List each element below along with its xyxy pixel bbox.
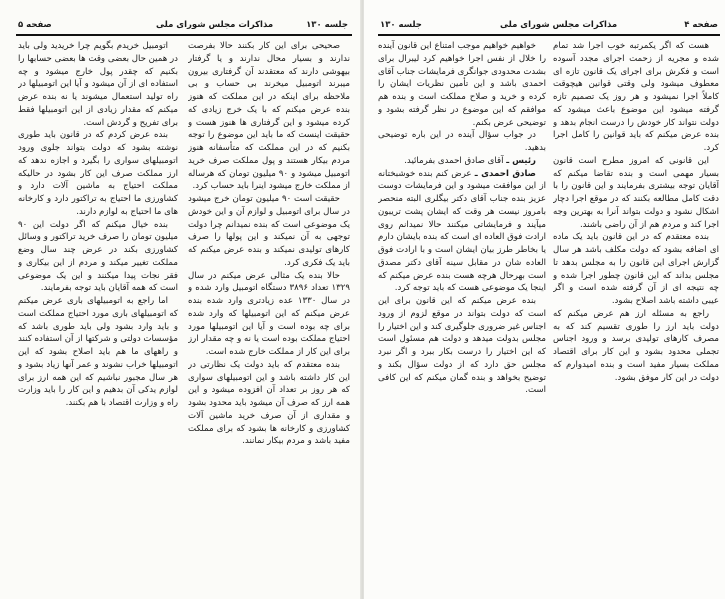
paragraph-text: هست که اگر یکمرتبه خوب اجرا شد تمام شده و مجریه از زحمت اجرای مجدد آسوده است و فکرش برای اجرای یک قانون تازه ای معطوف میشود ولی وقتی قوانین هیچوقت کاملاً اجرا نمیشود و هر روز یک تصمیم تازه گرفته میشود این موضوع باعث میشود که دولت نتواند کار خودش را درست انجام بدهد و بنده عرض میکنم که باید قوانین را کامل اجرا کرد. <box>553 41 719 153</box>
paragraph-text: صحیحی برای این کار بکنند حالا بفرصت ندارند و بسیار محال ندارند و یا گرفتار بیهوشی دارند که معتقدند آن گرفتاری بیرون میبرند اتومبیل میخرند بی حساب و بی ملاحظه برای اینکه در این مملکت که هنوز بنده عرض میکنم که با یک خرج زیادی که کرده میشود و این گرفتاری ها هنوز هست و حقیقت اینست که ما باید این موضوع را توجه بکنیم که در این مملکت که متأسفانه هنوز مردم بیکار هستند و پول مملکت صرف خرید اتومبیل میشود و ۹۰ میلیون تومان که هرساله از مملکت خارج میشود اینرا باید حساب کرد. <box>188 41 350 192</box>
text-column-right <box>188 40 350 592</box>
paragraph-text: اتومبیل خریدم بگویم چرا خریدید ولی باید در همین حال بعضی وقت ها بعضی حسابها را بکنیم که چقدر پول خارج میشود و چه استفاده ای از آن میشود و آیا این اتومبیلها در راه تولید استعمال میشوند یا نه بنده عرض میکنم که مقدار زیادی از این اتومبیلها فقط برای تفریح و گردش است. <box>18 41 178 128</box>
paragraph-text: بنده عرض کردم که در قانون باید طوری نوشته بشود که دولت بتواند جلوی ورود اتومبیلهای سواری را بگیرد و اجازه ندهد که ارز مملکت صرف این کار بشود در حالیکه مملکت احتیاج به ماشین آلات دارد و کشاورزی ما احتیاج به تراکتور دارد و کارخانه های ما احتیاج به لوازم دارند. <box>18 130 178 217</box>
text-column-left <box>378 40 546 592</box>
running-title: مذاکرات مجلس شورای ملی <box>500 20 618 30</box>
paragraph-text: اما راجع به اتومبیلهای باری عرض میکنم که اتومبیلهای باری مورد احتیاج مملکت است و باید وارد بشود ولی باید طوری باشد که مؤسسات دولتی و شرکتها از آن استفاده کنند و راههای ما هم باید اصلاح بشود که این اتومبیلها خراب نشوند و عمر آنها زیاد بشود و هر سال مجبور نباشیم که این همه ارز برای لوازم یدکی آن بدهیم و این کار را باید وزارت راه و وزارت اقتصاد با هم بکنند. <box>18 296 178 408</box>
paragraph <box>553 231 719 308</box>
paragraph-text: حقیقت است ۹۰ میلیون تومان خرج میشود در سال برای اتومبیل و لوازم آن و این خودش یک موضوعی است که بنده نمیدانم چرا دولت توجهی به آن نمیکند و این پولها را صرف کارهای تولیدی نمیکند و بنده عرض میکنم که باید یک فکری کرد. <box>188 194 350 268</box>
paragraph <box>188 193 350 270</box>
paragraph <box>378 168 546 296</box>
paragraph-text: راجع به مسئله ارز هم عرض میکنم که دولت باید ارز را طوری تقسیم کند که به مصرف کارهای تولیدی برسد و ورود اجناس تجملی محدود بشود و این کار برای اقتصاد مملکت بسیار مفید است و بنده امیدوارم که دولت در این کار موفق بشود. <box>553 308 719 383</box>
header-rule <box>378 34 720 36</box>
paragraph-text: آقای صادق احمدی بفرمائید. <box>404 155 504 166</box>
speaker-name: رئیس ـ <box>506 155 536 166</box>
session-number: جلسه ۱۳۰ <box>306 20 348 30</box>
paragraph <box>553 155 719 232</box>
paragraph <box>18 129 178 218</box>
paragraph <box>18 295 178 410</box>
speaker-name: صادق احمدی ـ <box>474 168 536 179</box>
page-number: صفحه ۴ <box>684 20 718 30</box>
paragraph-text: در جواب سؤال آینده در این باره توضیحی بدهید. <box>378 130 546 153</box>
page-header <box>380 20 718 34</box>
paragraph-text: بنده عرض میکنم که این قانون برای این است که دولت بتواند در موقع لزوم از ورود اجناس غیر ضروری جلوگیری کند و این اختیار را مجلس بدولت میدهد و دولت هم مسئول است که این اختیار را درست بکار ببرد و اگر نبرد مجلس حق دارد که از دولت سؤال بکند و توضیح بخواهد و بنده گمان میکنم که این کافی است. <box>378 296 546 396</box>
paragraph <box>188 359 350 448</box>
paragraph <box>553 40 719 155</box>
page-header <box>18 20 348 34</box>
text-column-left <box>18 40 178 592</box>
paragraph <box>553 308 719 385</box>
left-page <box>0 0 362 599</box>
text-column-right <box>553 40 719 592</box>
paragraph-text: عرض کنم بنده خوشبختانه از این موافقت میشود و این فرمایشات دوست عزیز بنده جناب آقای دکتر بیگلری البته منحصر بامروز نیست هر وقت که ایشان پشت تریبون میآیند و فرمایشاتی میکنند حالا نمیدانم روی ارادت فوق العاده ای است که بنده بایشان دارم یا بخاطر طرز بیان ایشان است و با ارادت فوق العاده شان در مقابل سینه آقای دکتر مصدق است بهرحال هرچه هست بنده عرض میکنم که اینجا یک موضوعی هست که باید توجه کرد. <box>378 168 546 294</box>
page-number: صفحه ۵ <box>18 20 52 30</box>
paragraph <box>378 40 546 129</box>
right-page <box>364 0 725 599</box>
session-number: جلسه ۱۳۰ <box>380 20 422 30</box>
paragraph <box>188 40 350 193</box>
paragraph-text: حالا بنده یک مثالی عرض میکنم در سال ۱۳۲۹ تعداد ۳۸۹۶ دستگاه اتومبیل وارد شده و در سال ۱۳۳۰ عده زیادتری وارد شده بنده عرض میکنم که این اتومبیلها که وارد شده برای چه بوده است و آیا این اتومبیلها مورد احتیاج مملکت بوده است یا نه و چه مقدار ارز برای این کار از مملکت خارج شده است. <box>188 270 350 357</box>
paragraph <box>378 155 546 168</box>
paragraph <box>18 219 178 296</box>
paragraph-text: بنده خیال میکنم که اگر دولت این ۹۰ میلیون تومان را صرف خرید تراکتور و وسائل کشاورزی بکند در عرض چند سال وضع مملکت تغییر میکند و مردم از این بیکاری و فقر نجات پیدا میکنند و این یک موضوعی است که همه آقایان باید توجه بفرمایند. <box>18 219 178 294</box>
header-rule <box>16 34 352 36</box>
paragraph-text: بنده معتقدم که در این قانون باید یک ماده ای اضافه بشود که دولت مکلف باشد هر سال گزارش اجرای این قانون را به مجلس بدهد تا مجلس بداند که این قانون چطور اجرا شده و چه نتیجه ای از آن گرفته شده است و اگر عیبی داشته باشد اصلاح بشود. <box>553 232 719 306</box>
paragraph-text: این قانونی که امروز مطرح است قانون بسیار مهمی است و بنده تقاضا میکنم که آقایان توجه بیشتری بفرمایند و این قانون را با دقت کامل مطالعه بکنند که در موقع اجرا دچار اشکال نشود و دولت بتواند آنرا به بهترین وجه اجرا کند و مردم هم از آن راضی باشند. <box>553 155 719 230</box>
paragraph <box>18 40 178 129</box>
paragraph-text: خواهیم خواهیم موجب امتناع این قانون آینده را خلال از نفس اجرا خواهیم کرد لیبرال برای بشدت محدودی جوانگری فرمایشات جناب آقای احمدی باشد و این تأمین نظریات ایشان را کرده و خرید و صلاح مملکت است و بنده هم موافقم که این موضوع در نظر گرفته بشود و توضیحی عرض بکنم. <box>378 41 546 128</box>
paragraph <box>378 295 546 397</box>
running-title: مذاکرات مجلس شورای ملی <box>156 20 274 30</box>
paragraph <box>188 270 350 359</box>
paragraph <box>378 129 546 155</box>
paragraph-text: بنده معتقدم که باید دولت یک نظارتی در این کار داشته باشد و این اتومبیلهای سواری که هر روز بر تعداد آن افزوده میشود و این همه ارز که صرف آن میشود باید محدود بشود و مقداری از آن صرف خرید ماشین آلات کشاورزی و کارخانه ها بشود که برای مملکت مفید باشد و مردم بیکار نمانند. <box>188 359 350 447</box>
